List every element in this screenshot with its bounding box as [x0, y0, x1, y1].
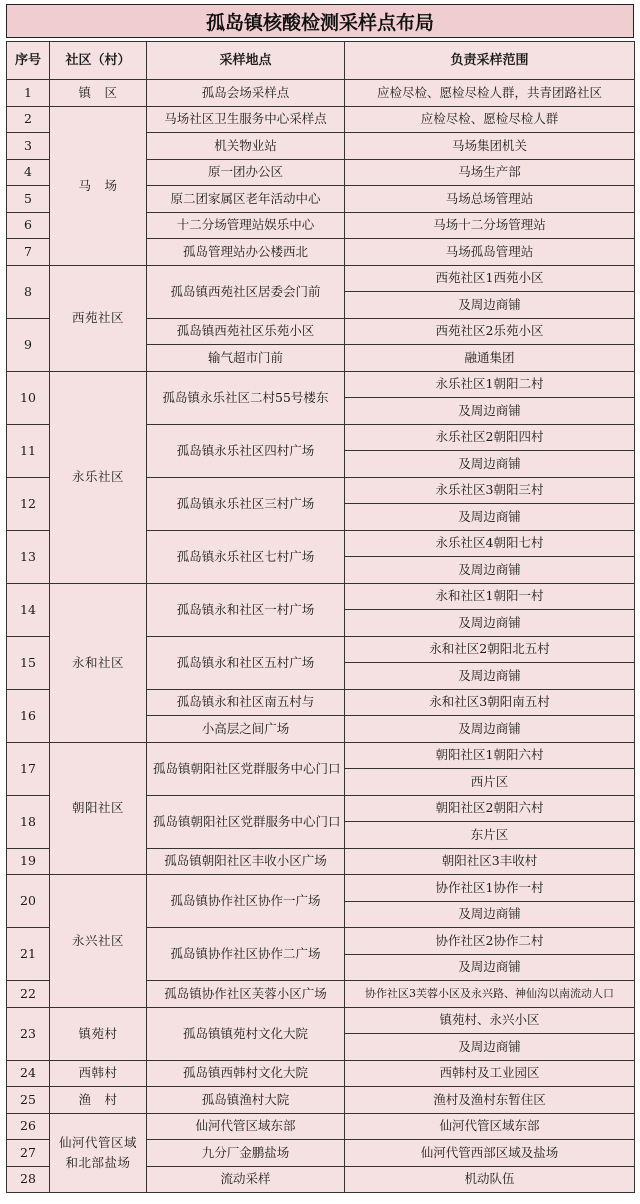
site-cell: 孤岛镇永乐社区二村55号楼东 — [147, 371, 345, 424]
range-cell: 协作社区3芙蓉小区及永兴路、神仙沟以南流动人口 — [345, 981, 635, 1008]
site-cell: 孤岛镇永乐社区三村广场 — [147, 477, 345, 530]
row-number: 19 — [7, 848, 50, 875]
row-number: 26 — [7, 1113, 50, 1140]
sampling-sites-table — [6, 41, 635, 1193]
range-cell: 西苑社区1西苑小区 — [345, 265, 635, 292]
range-cell: 朝阳社区2朝阳六村 — [345, 795, 635, 822]
community-cell: 马 场 — [50, 106, 147, 265]
table-row — [7, 1007, 635, 1034]
community-cell: 永兴社区 — [50, 875, 147, 1008]
header-community: 社区（村） — [50, 42, 147, 80]
range-cell: 永乐社区4朝阳七村 — [345, 530, 635, 557]
site-cell: 孤岛镇朝阳社区党群服务中心门口 — [147, 795, 345, 848]
range-cell: 永乐社区3朝阳三村 — [345, 477, 635, 504]
header-range: 负责采样范围 — [345, 42, 635, 80]
range-cell: 西片区 — [345, 769, 635, 796]
site-cell: 孤岛镇朝阳社区丰收小区广场 — [147, 848, 345, 875]
range-cell: 西韩村及工业园区 — [345, 1060, 635, 1087]
site-cell: 孤岛镇永和社区南五村与 — [147, 689, 345, 716]
site-cell: 孤岛镇镇苑村文化大院 — [147, 1007, 345, 1060]
row-number: 6 — [7, 212, 50, 239]
community-cell: 西韩村 — [50, 1060, 147, 1087]
header-site: 采样地点 — [147, 42, 345, 80]
site-cell: 小高层之间广场 — [147, 716, 345, 743]
site-cell: 仙河代管区域东部 — [147, 1113, 345, 1140]
table-row — [7, 371, 635, 398]
community-cell: 仙河代管区域和北部盐场 — [50, 1113, 147, 1193]
table-row — [7, 1113, 635, 1140]
table-row — [7, 1087, 635, 1114]
row-number: 4 — [7, 159, 50, 186]
range-cell: 永和社区1朝阳一村 — [345, 583, 635, 610]
site-cell: 孤岛镇渔村大院 — [147, 1087, 345, 1114]
community-cell: 镇苑村 — [50, 1007, 147, 1060]
site-cell: 孤岛镇协作社区协作二广场 — [147, 928, 345, 981]
row-number: 12 — [7, 477, 50, 530]
site-cell: 原一团办公区 — [147, 159, 345, 186]
range-cell: 永乐社区2朝阳四村 — [345, 424, 635, 451]
range-cell: 永和社区3朝阳南五村 — [345, 689, 635, 716]
range-cell: 及周边商铺 — [345, 451, 635, 478]
range-cell: 朝阳社区1朝阳六村 — [345, 742, 635, 769]
site-cell: 孤岛镇永乐社区七村广场 — [147, 530, 345, 583]
range-cell: 应检尽检、愿检尽检人群，共青团路社区 — [345, 80, 635, 107]
community-cell: 朝阳社区 — [50, 742, 147, 875]
header-no: 序号 — [7, 42, 50, 80]
range-cell: 西苑社区2乐苑小区 — [345, 318, 635, 345]
table-row — [7, 742, 635, 769]
row-number: 15 — [7, 636, 50, 689]
row-number: 20 — [7, 875, 50, 928]
row-number: 2 — [7, 106, 50, 133]
range-cell: 马场孤岛管理站 — [345, 239, 635, 266]
range-cell: 马场总场管理站 — [345, 186, 635, 213]
range-cell: 马场生产部 — [345, 159, 635, 186]
header-row — [7, 42, 635, 80]
site-cell: 孤岛镇永和社区一村广场 — [147, 583, 345, 636]
site-cell: 孤岛镇西韩村文化大院 — [147, 1060, 345, 1087]
site-cell: 孤岛镇西苑社区居委会门前 — [147, 265, 345, 318]
range-cell: 及周边商铺 — [345, 663, 635, 690]
community-cell: 永和社区 — [50, 583, 147, 742]
site-cell: 孤岛镇朝阳社区党群服务中心门口 — [147, 742, 345, 795]
community-cell: 永乐社区 — [50, 371, 147, 583]
row-number: 9 — [7, 318, 50, 371]
site-cell: 孤岛会场采样点 — [147, 80, 345, 107]
range-cell: 及周边商铺 — [345, 716, 635, 743]
range-cell: 及周边商铺 — [345, 954, 635, 981]
range-cell: 机动队伍 — [345, 1166, 635, 1193]
row-number: 14 — [7, 583, 50, 636]
row-number: 5 — [7, 186, 50, 213]
row-number: 7 — [7, 239, 50, 266]
table-row — [7, 1060, 635, 1087]
range-cell: 仙河代管区域东部 — [345, 1113, 635, 1140]
range-cell: 应检尽检、愿检尽检人群 — [345, 106, 635, 133]
site-cell: 流动采样 — [147, 1166, 345, 1193]
row-number: 3 — [7, 133, 50, 160]
row-number: 17 — [7, 742, 50, 795]
row-number: 16 — [7, 689, 50, 742]
range-cell: 朝阳社区3丰收村 — [345, 848, 635, 875]
row-number: 10 — [7, 371, 50, 424]
row-number: 27 — [7, 1140, 50, 1167]
table-row — [7, 106, 635, 133]
row-number: 11 — [7, 424, 50, 477]
page-title: 孤岛镇核酸检测采样点布局 — [6, 4, 634, 38]
row-number: 25 — [7, 1087, 50, 1114]
range-cell: 仙河代管西部区域及盐场 — [345, 1140, 635, 1167]
site-cell: 十二分场管理站娱乐中心 — [147, 212, 345, 239]
site-cell: 机关物业站 — [147, 133, 345, 160]
site-cell: 马场社区卫生服务中心采样点 — [147, 106, 345, 133]
community-cell: 西苑社区 — [50, 265, 147, 371]
site-cell: 孤岛镇永乐社区四村广场 — [147, 424, 345, 477]
row-number: 23 — [7, 1007, 50, 1060]
range-cell: 东片区 — [345, 822, 635, 849]
row-number: 13 — [7, 530, 50, 583]
site-cell: 九分厂金鹏盐场 — [147, 1140, 345, 1167]
site-cell: 孤岛镇协作社区协作一广场 — [147, 875, 345, 928]
range-cell: 及周边商铺 — [345, 398, 635, 425]
row-number: 8 — [7, 265, 50, 318]
row-number: 28 — [7, 1166, 50, 1193]
range-cell: 永和社区2朝阳北五村 — [345, 636, 635, 663]
range-cell: 融通集团 — [345, 345, 635, 372]
range-cell: 及周边商铺 — [345, 1034, 635, 1061]
table-row — [7, 583, 635, 610]
range-cell: 永乐社区1朝阳二村 — [345, 371, 635, 398]
range-cell: 镇苑村、永兴小区 — [345, 1007, 635, 1034]
range-cell: 渔村及渔村东暂住区 — [345, 1087, 635, 1114]
community-cell: 镇 区 — [50, 80, 147, 107]
row-number: 22 — [7, 981, 50, 1008]
site-cell: 孤岛镇西苑社区乐苑小区 — [147, 318, 345, 345]
table-row — [7, 875, 635, 902]
range-cell: 及周边商铺 — [345, 901, 635, 928]
range-cell: 及周边商铺 — [345, 504, 635, 531]
range-cell: 及周边商铺 — [345, 557, 635, 584]
range-cell: 协作社区1协作一村 — [345, 875, 635, 902]
community-cell: 渔 村 — [50, 1087, 147, 1114]
range-cell: 及周边商铺 — [345, 610, 635, 637]
site-cell: 孤岛管理站办公楼西北 — [147, 239, 345, 266]
range-cell: 协作社区2协作二村 — [345, 928, 635, 955]
range-cell: 马场十二分场管理站 — [345, 212, 635, 239]
site-cell: 原二团家属区老年活动中心 — [147, 186, 345, 213]
site-cell: 孤岛镇协作社区芙蓉小区广场 — [147, 981, 345, 1008]
row-number: 18 — [7, 795, 50, 848]
range-cell: 马场集团机关 — [345, 133, 635, 160]
table-row — [7, 265, 635, 292]
row-number: 1 — [7, 80, 50, 107]
table-row — [7, 80, 635, 107]
row-number: 21 — [7, 928, 50, 981]
site-cell: 输气超市门前 — [147, 345, 345, 372]
range-cell: 及周边商铺 — [345, 292, 635, 319]
row-number: 24 — [7, 1060, 50, 1087]
site-cell: 孤岛镇永和社区五村广场 — [147, 636, 345, 689]
